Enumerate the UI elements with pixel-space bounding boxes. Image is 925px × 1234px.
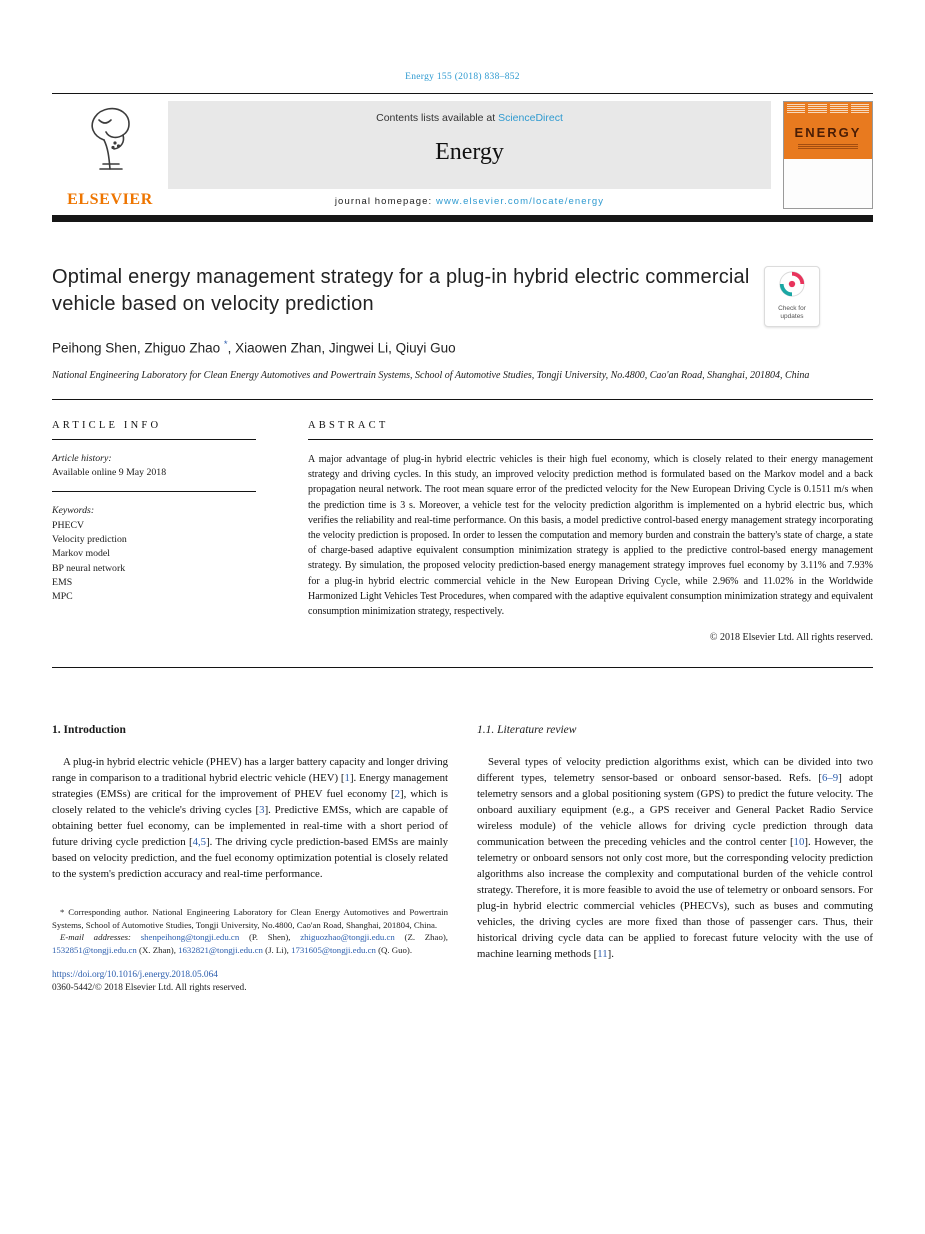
email-link[interactable]: 1632821@tongji.edu.cn (178, 945, 263, 956)
keyword-item: MPC (52, 591, 73, 603)
cover-title-area (784, 115, 872, 159)
corresponding-author-link[interactable]: * (223, 339, 228, 350)
journal-banner (168, 101, 771, 209)
introduction-paragraph: A plug-in hybrid electric vehicle (PHEV) has a larger battery capacity and longer driving range in comparison to a traditional hybrid electric vehicle (HEV) [1]. Energy management strategies (EMSs) are critical for the improvement of PHEV fuel economy [2], which is closely related to the vehicle's driving cycles [3]. Predictive EMSs, which are capable of obtaining better fuel economy, can be implemented in real-time with a short period of future driving cycle prediction [4,5]. The driving cycle prediction-based EMSs are mainly based on velocity prediction, and the fuel economy optimization potential is closely related to the system's prediction accuracy and real-time performance. (52, 756, 449, 881)
banner-gray-box (168, 101, 771, 189)
doi-link[interactable]: https://doi.org/10.1016/j.energy.2018.05.064 (52, 969, 218, 980)
article-history-value: Available online 9 May 2018 (52, 467, 167, 478)
right-column (477, 724, 873, 992)
article-info-column (52, 420, 256, 643)
citation-link[interactable]: 3 (259, 804, 265, 817)
journal-cover (783, 101, 873, 209)
homepage-label: journal homepage: (334, 196, 436, 207)
keywords-list (52, 519, 256, 604)
citation-link[interactable]: 11 (597, 948, 608, 961)
info-divider (52, 491, 256, 492)
section-heading-introduction: 1. Introduction (52, 724, 126, 737)
issn-copyright-line: 0360-5442/© 2018 Elsevier Ltd. All rights reserved. (52, 982, 247, 993)
contents-line (168, 112, 771, 124)
top-divider (52, 93, 873, 94)
elsevier-logo (52, 101, 168, 209)
email-addresses-note: E-mail addresses: shenpeihong@tongji.edu.cn (P. Shen), zhiguozhao@tongji.edu.cn (Z. Zhao), 1532851@tongji.edu.cn (X. Zhan), 1632821@tongji.edu.cn (J. Li), 1731605@tongji.edu.cn (Q. Guo). (52, 932, 448, 956)
citation-link[interactable]: 10 (793, 836, 805, 849)
email-link[interactable]: 1731605@tongji.edu.cn (291, 945, 376, 956)
citation-link[interactable]: 4,5 (192, 836, 207, 849)
abstract-column (308, 420, 873, 643)
info-abstract-section (52, 399, 873, 668)
abstract-text: A major advantage of plug-in hybrid electric vehicles is their high fuel economy, which is closely related to their energy management strategy and driving cycles. In this study, an improved velocity prediction method is formulated based on the Markov model and a back propagation neural network. The root mean square error of the predicted velocity for the New European Driving Cycle is 0.1511 m/s when the prediction time is 3 s. Moreover, a vehicle test for the velocity prediction algorithm is implemented on a hybrid electric bus, which verifies the reliability and real-time performance. On this basis, a model predictive control-based energy management strategy incorporating the velocity prediction is proposed. In order to lessen the computation and memory burden and constrain the battery's state of charge, a state of charge-based adaptive equivalent consumption minimization strategy is applied to the predictive control-based energy management strategy. By simulation, the proposed velocity prediction-based energy management strategy improves fuel economy by 3.11% and 7.93% for a plug-in hybrid electric commercial vehicle in the New European Driving Cycle, while 2.96% and 11.02% in the Worldwide Harmonized Light Vehicles Test Procedures, when compared with the adaptive equivalent consumption minimization strategy and equivalent consumption minimization strategy, respectively. (308, 454, 873, 618)
abstract-heading: ABSTRACT (308, 420, 873, 440)
journal-homepage-link[interactable]: www.elsevier.com/locate/energy (435, 196, 605, 207)
authors-line: Peihong Shen, Zhiguo Zhao *, Xiaowen Zhan, Jingwei Li, Qiuyi Guo (52, 339, 456, 356)
crossmark-icon (778, 270, 806, 298)
footnote-block (52, 906, 448, 956)
elsevier-tree-icon (79, 103, 141, 175)
italic-label: E-mail addresses: (60, 932, 141, 943)
keyword-item: Velocity prediction (52, 534, 127, 546)
section-heading-literature-review: 1.1. Literature review (477, 724, 577, 737)
copyright-line: © 2018 Elsevier Ltd. All rights reserved. (709, 632, 873, 644)
email-link[interactable]: 1532851@tongji.edu.cn (52, 945, 137, 956)
cover-lower-area (784, 159, 872, 209)
article-body (52, 724, 873, 992)
check-updates-label: Check for updates (778, 305, 806, 321)
article-history-label: Article history: (52, 453, 112, 464)
email-link[interactable]: zhiguozhao@tongji.edu.cn (300, 932, 395, 943)
sciencedirect-link[interactable]: ScienceDirect (498, 112, 563, 124)
cover-title: ENERGY (794, 124, 862, 140)
keywords-label: Keywords: (52, 505, 95, 516)
cover-masthead-text (784, 102, 872, 115)
elsevier-wordmark: ELSEVIER (67, 191, 153, 208)
cover-subtext (798, 144, 858, 150)
citation-link[interactable]: 2 (394, 788, 400, 801)
journal-header (52, 101, 873, 209)
keyword-item: Markov model (52, 548, 110, 560)
journal-citation-header[interactable]: Energy 155 (2018) 838–852 (405, 72, 520, 82)
contents-text: Contents lists available at (376, 112, 499, 124)
citation-link[interactable]: 6–9 (822, 772, 839, 785)
affiliation: National Engineering Laboratory for Clean Energy Automotives and Powertrain Systems, School of Automotive Studies, Tongji University, No.4800, Cao'an Road, Shanghai, 201804, China (52, 369, 810, 381)
email-link[interactable]: shenpeihong@tongji.edu.cn (140, 932, 240, 943)
journal-cover-image (783, 101, 873, 209)
homepage-line (168, 189, 771, 209)
article-info-heading: ARTICLE INFO (52, 420, 256, 440)
literature-review-paragraph: Several types of velocity prediction algorithms exist, which can be divided into two different types, telemetry sensor-based or onboard sensor-based. Refs. [6–9] adopt telemetry sensors and a global positioning system (GPS) to predict the future velocity. The onboard auxiliary equipment (e.g., a GPS receiver and General Packet Radio Service wireless module) of the vehicle allows for driving cycle prediction through data communication between the preceding vehicles and the control center [10]. However, the telemetry or onboard sensors not only cost more, but the corresponding velocity prediction algorithms also increase the complexity and computational burden of the vehicle control strategy. Therefore, it is more feasible to avoid the use of telemetry or onboard sensors. For plug-in hybrid electric commercial vehicles (PHECVs), such as buses and commuting vehicles, the driving cycles are more fixed than those of passenger cars. Thus, their historical driving cycle data can be applied to forecast future velocity with the use of machine learning methods [11]. (477, 756, 873, 961)
keyword-item: BP neural network (52, 562, 126, 574)
header-black-bar (52, 215, 873, 222)
article-title: Optimal energy management strategy for a plug-in hybrid electric commercial vehicle based on velocity prediction (52, 266, 750, 315)
check-updates-badge[interactable] (764, 266, 820, 327)
corresponding-author-note: * Corresponding author. National Engineering Laboratory for Clean Energy Automotives and Powertrain Systems, School of Automotive Studies, Tongji University, No.4800, Cao'an Road, Shanghai, 201804, China. (52, 907, 448, 930)
keyword-item: EMS (52, 576, 73, 588)
keyword-item: PHECV (52, 520, 85, 531)
journal-name: Energy (435, 139, 504, 165)
citation-link[interactable]: 1 (344, 772, 350, 785)
left-column (52, 724, 448, 992)
title-block (52, 264, 873, 321)
